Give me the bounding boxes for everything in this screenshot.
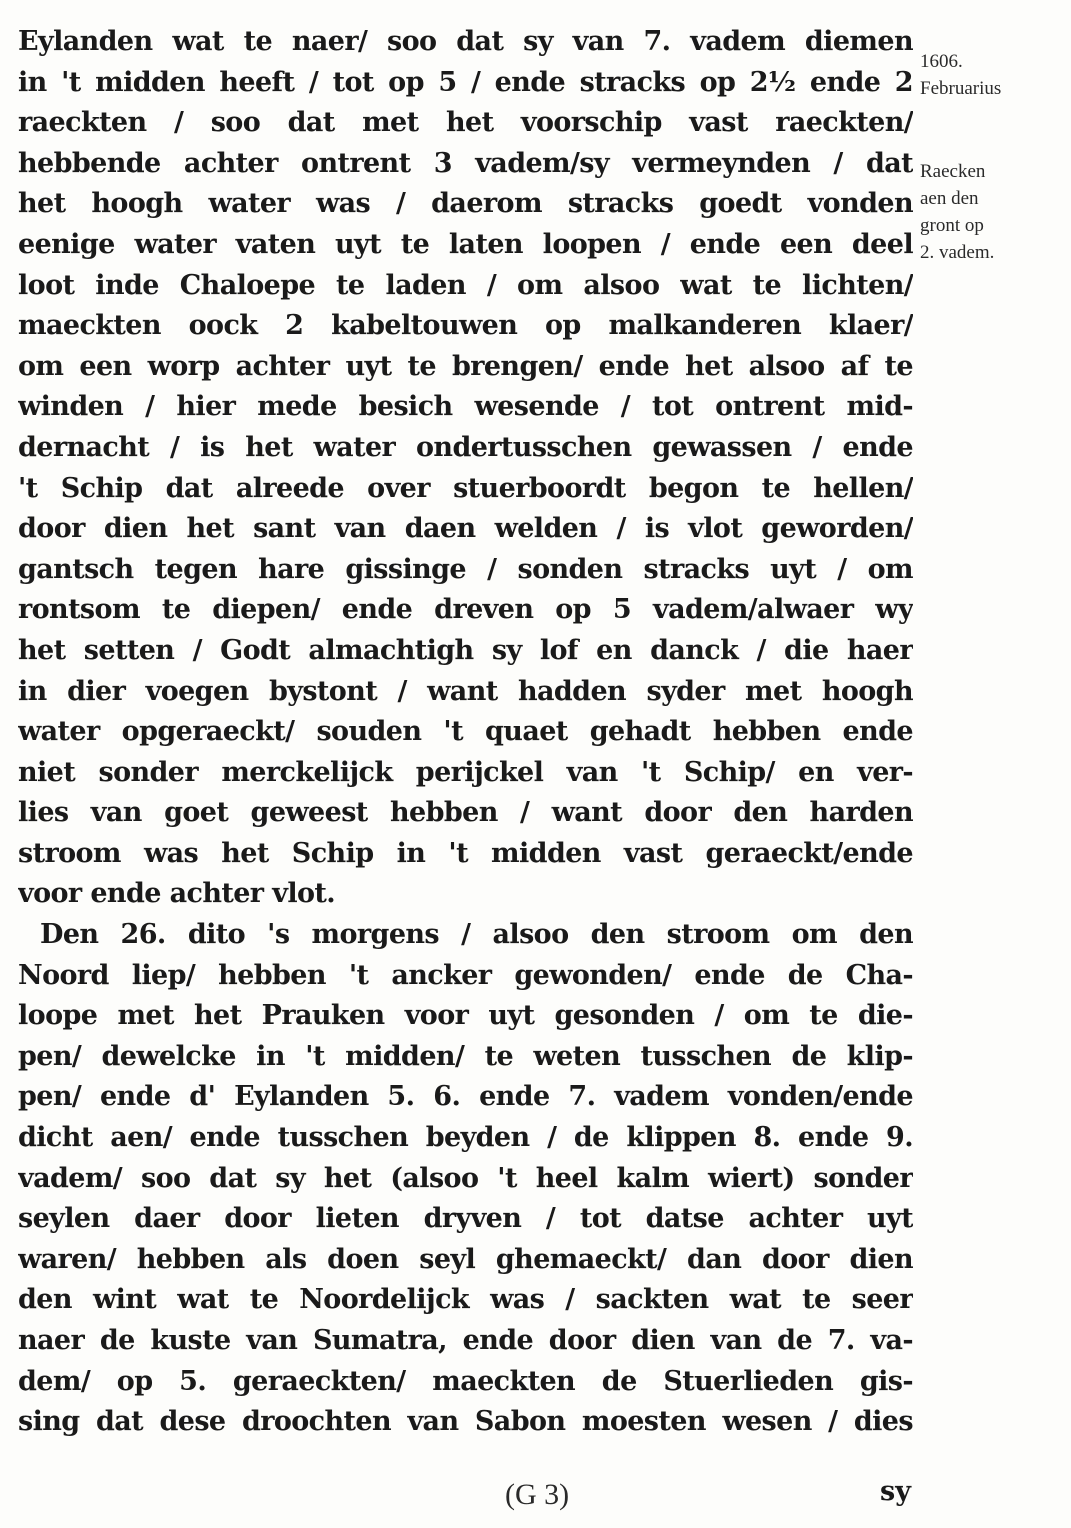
text-line-paragraph-start: Den 26. dito 's morgens / alsoo den stroom om den	[40, 919, 913, 951]
text-line: gantsch tegen hare gissinge / sonden stracks uyt / om	[18, 553, 913, 585]
text-line: pen/ dewelcke in 't midden/ te weten tusschen de klip-	[18, 1040, 913, 1072]
text-line: naer de kuste van Sumatra, ende door dien van de 7. va-	[18, 1325, 913, 1356]
text-line: Eylanden wat te naer/ soo dat sy van 7. vadem diemen	[18, 26, 913, 57]
text-line-paragraph-end: voor ende achter vlot.	[18, 878, 336, 910]
text-line: dicht aen/ ende tusschen beyden / de klippen 8. ende 9.	[18, 1122, 913, 1154]
catchword: sy	[880, 1476, 911, 1507]
margin-note-grounding	[920, 158, 1070, 266]
margin-note-year: 1606.	[920, 51, 963, 72]
text-line: maeckten oock 2 kabeltouwen op malkanderen klaer/	[18, 310, 913, 342]
text-line: het setten / Godt almachtigh sy lof en danck / die haer	[18, 634, 913, 666]
margin-note-line: Raecken	[920, 161, 986, 182]
text-line: Noord liep/ hebben 't ancker gewonden/ ende de Cha-	[18, 959, 913, 991]
text-line: vadem/ soo dat sy het (alsoo 't heel kalm wiert) sonder	[18, 1162, 913, 1194]
text-line: rontsom te diepen/ ende dreven op 5 vadem/alwaer wy	[18, 594, 913, 626]
text-line: sing dat dese droochten van Sabon moesten wesen / dies	[18, 1406, 913, 1438]
text-line: loope met het Prauken voor uyt gesonden / om te die-	[18, 1000, 913, 1032]
body-text	[18, 22, 913, 1443]
margin-note-line: gront op	[920, 215, 984, 236]
text-line: het hoogh water was / daerom stracks goedt vonden	[18, 188, 913, 220]
text-line: hebbende achter ontrent 3 vadem/sy vermeynden / dat	[18, 147, 913, 179]
text-line: om een worp achter uyt te brengen/ ende het alsoo af te	[18, 350, 913, 382]
text-line: seylen daer door lieten dryven / tot datse achter uyt	[18, 1203, 913, 1235]
text-line: in 't midden heeft / tot op 5 / ende stracks op 2½ ende 2	[18, 66, 913, 98]
signature-mark: (G 3)	[505, 1478, 570, 1511]
text-line: niet sonder merckelijck perijckel van 't Schip/ en ver-	[18, 756, 913, 788]
text-line: door dien het sant van daen welden / is vlot geworden/	[18, 513, 913, 545]
text-line: dem/ op 5. geraeckten/ maeckten de Stuerlieden gis-	[18, 1365, 913, 1397]
text-line: eenige water vaten uyt te laten loopen / ende een deel	[18, 228, 913, 260]
text-line: waren/ hebben als doen seyl ghemaeckt/ dan door dien	[18, 1243, 913, 1275]
margin-note-date	[920, 48, 1070, 102]
text-line: water opgeraeckt/ souden 't quaet gehadt hebben ende	[18, 716, 913, 748]
text-line: pen/ ende d' Eylanden 5. 6. ende 7. vadem vonden/ende	[18, 1081, 913, 1113]
text-line: den wint wat te Noordelijck was / sackten wat te seer	[18, 1284, 913, 1316]
margin-note-line: aen den	[920, 188, 979, 209]
text-line: winden / hier mede besich wesende / tot ontrent mid-	[18, 391, 913, 423]
margin-note-month: Februarius	[920, 78, 1002, 99]
text-line: in dier voegen bystont / want hadden syder met hoogh	[18, 675, 913, 707]
text-line: loot inde Chaloepe te laden / om alsoo wat te lichten/	[18, 269, 913, 301]
text-line: lies van goet geweest hebben / want door den harden	[18, 797, 913, 829]
text-line: dernacht / is het water ondertusschen gewassen / ende	[18, 431, 913, 463]
text-line: stroom was het Schip in 't midden vast geraeckt/ende	[18, 837, 913, 869]
text-line: 't Schip dat alreede over stuerboordt begon te hellen/	[18, 472, 913, 504]
margin-note-line: 2. vadem.	[920, 242, 995, 263]
text-line: raeckten / soo dat met het voorschip vast raeckten/	[18, 107, 913, 139]
